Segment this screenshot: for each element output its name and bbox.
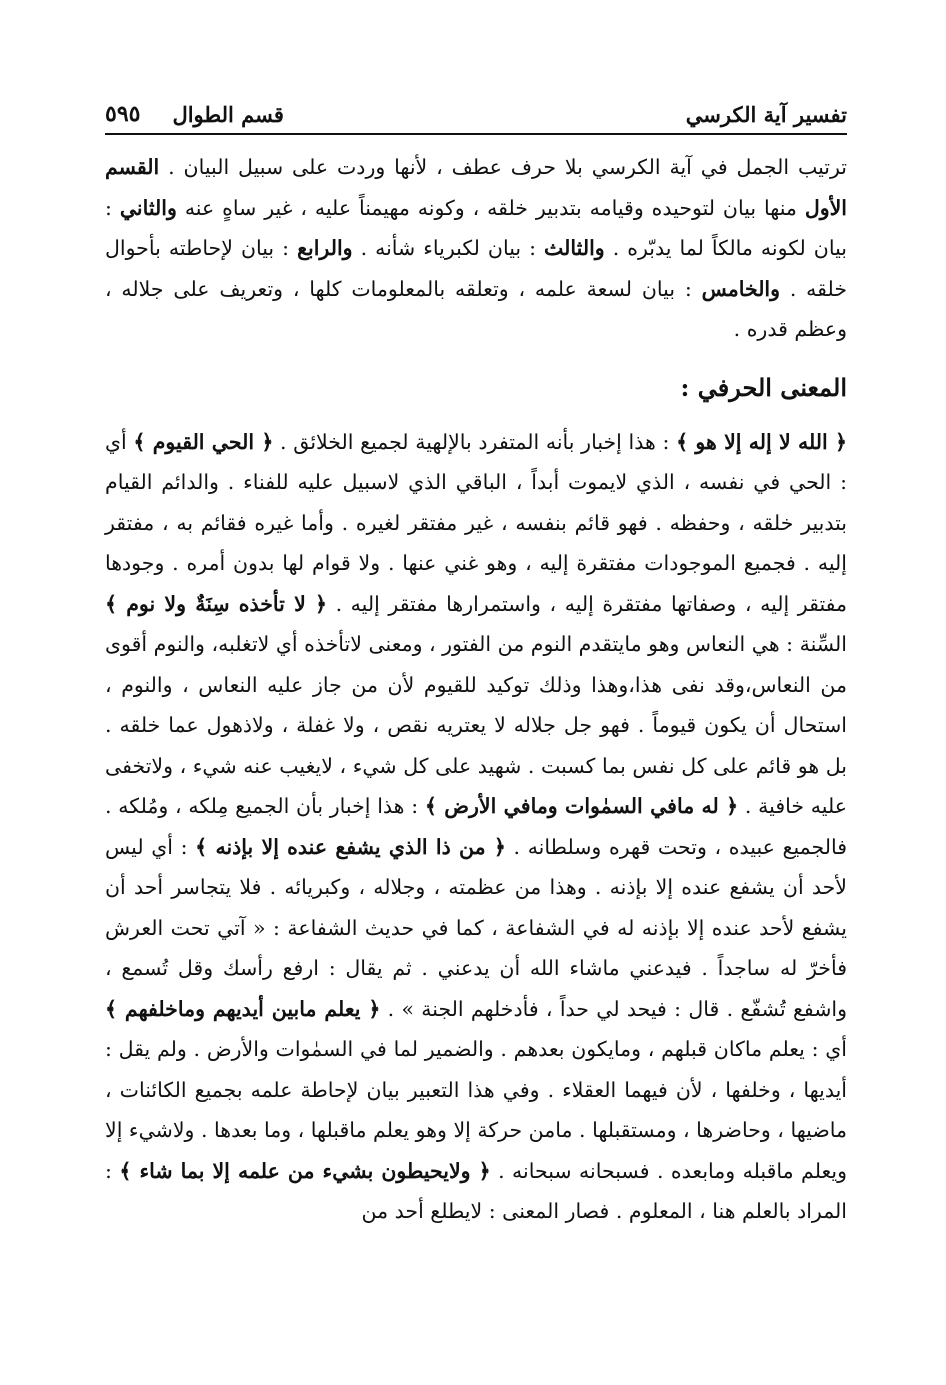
text-run: : هذا إخبار بأن الجميع مِلكه ، ومُلكه . فالجميع عبيده ، وتحت قهره وسلطانه . — [105, 794, 848, 859]
bold-term: القسم الأول — [105, 155, 847, 220]
text-run: السِّنة : هي النعاس وهو مايتقدم النوم من الفتور ، ومعنى لاتأخذه أي لاتغلبه، والنوم أقوى من النعاس،وقد نفى هذا،وهذا وذلك توكيد للقيوم لأن من جاز عليه النعاس ، والنوم ، استحال أن يكون قيوماً . فهو جل جلاله لا يعتريه نقص ، ولا غفلة ، ولاذهول عما خلقه . بل هو قائم على كل نفس بما كسبت . شهيد على كل شيء ، لايغيب عنه شيء ، ولاتخفى عليه خافية . — [105, 632, 848, 818]
page-body — [105, 147, 847, 1232]
quran-quote: ﴿ الحي القيوم ﴾ — [133, 429, 274, 454]
bold-term: والثاني — [119, 195, 177, 220]
page-number: ٥٩٥ — [105, 101, 141, 127]
bold-term: والخامس — [701, 276, 781, 301]
quran-quote: ﴿ له مافي السمٰوات ومافي الأرض ﴾ — [424, 794, 739, 818]
text-run: أي : الحي في نفسه ، الذي لايموت أبداً ، الباقي الذي لاسبيل عليه للفناء . والدائم القيام بتدبير خلقه ، وحفظه . فهو قائم بنفسه ، غير مفتقر لغيره . وأما غيره فقائم به ، مفتقر إليه . فجميع الموجودات مفتقرة إليه ، وهو غني عنها . ولا قوام لها بدون أمره . وجودها مفتقر إليه ، وصفاتها مفتقرة إليه ، واستمرارها مفتقر إليه . — [105, 429, 847, 616]
header-rule — [105, 133, 847, 135]
text-run: : المراد بالعلم هنا ، المعلوم . فصار المعنى : لايطلع أحد من — [105, 1158, 847, 1223]
quran-quote: ﴿ يعلم مابين أيديهم وماخلفهم ﴾ — [105, 996, 381, 1021]
quran-quote: ﴿ من ذا الذي يشفع عنده إلا بإذنه ﴾ — [195, 834, 506, 859]
text-run: : بيان لسعة علمه ، وتعلقه بالمعلومات كلها ، وتعريف على جلاله ، وعظم قدره . — [105, 276, 847, 341]
text-run: منها بيان لتوحيده وقيامه بتدبير خلقه ، وكونه مهيمناً عليه ، غير ساهٍ عنه — [176, 195, 805, 220]
text-run: : هذا إخبار بأنه المتفرد بالإلهية لجميع الخلائق . — [273, 429, 677, 454]
quran-quote: ﴿ الله لا إله إلا هو ﴾ — [676, 429, 847, 454]
bold-term: والثالث — [544, 236, 605, 260]
intro-paragraph — [105, 147, 847, 350]
quran-quote: ﴿ لا تأخذه سِنَةٌ ولا نوم ﴾ — [105, 591, 327, 616]
running-head-left — [105, 101, 284, 127]
text-run: : بيان لكونه مالكاً لما يدبّره . — [105, 195, 847, 260]
text-run: أي : يعلم ماكان قبلهم ، ومايكون بعدهم . والضمير لما في السمٰوات والأرض . ولم يقل : أيديها ، وخلفها ، لأن فيهما العقلاء . وفي هذا التعبير بيان لإحاطة علمه بجميع الكائنات ، ماضيها ، وحاضرها ، ومستقبلها . مامن حركة إلا وهو يعلم ماقبلها ، وما بعدها . ولاشيء إلا ويعلم ماقبله ومابعده . فسبحانه سبحانه . — [105, 1037, 847, 1183]
quran-quote: ﴿ ولايحيطون بشيء من علمه إلا بما شاء ﴾ — [119, 1158, 491, 1183]
book-title: تفسير آية الكرسي — [685, 102, 847, 127]
running-head — [105, 95, 847, 127]
text-run: : بيان لإحاطته بأحوال خلقه . — [105, 236, 848, 301]
text-run: : أي ليس لأحد أن يشفع عنده إلا بإذنه . وهذا من عظمته ، وجلاله ، وكبريائه . فلا يتجاسر أحد أن يشفع لأحد عنده إلا بإذنه له في الشفاعة ، كما في حديث الشفاعة : « آتي تحت العرش فأخرّ له ساجداً . فيدعني ماشاء الله أن يدعني . ثم يقال : ارفع رأسك وقل تُسمع ، واشفع تُشفّع . قال : فيحد لي حداً ، فأدخلهم الجنة » . — [105, 834, 847, 1021]
text-run: ترتيب الجمل في آية الكرسي بلا حرف عطف ، لأنها وردت على سبيل البيان . — [159, 155, 847, 179]
book-page — [105, 95, 847, 1232]
section-name: قسم الطوال — [172, 102, 284, 127]
bold-term: والرابع — [297, 236, 353, 260]
commentary-paragraph — [105, 422, 847, 1232]
section-heading: المعنى الحرفي : — [680, 372, 847, 402]
text-run: : بيان لكبرياء شأنه . — [352, 236, 545, 260]
